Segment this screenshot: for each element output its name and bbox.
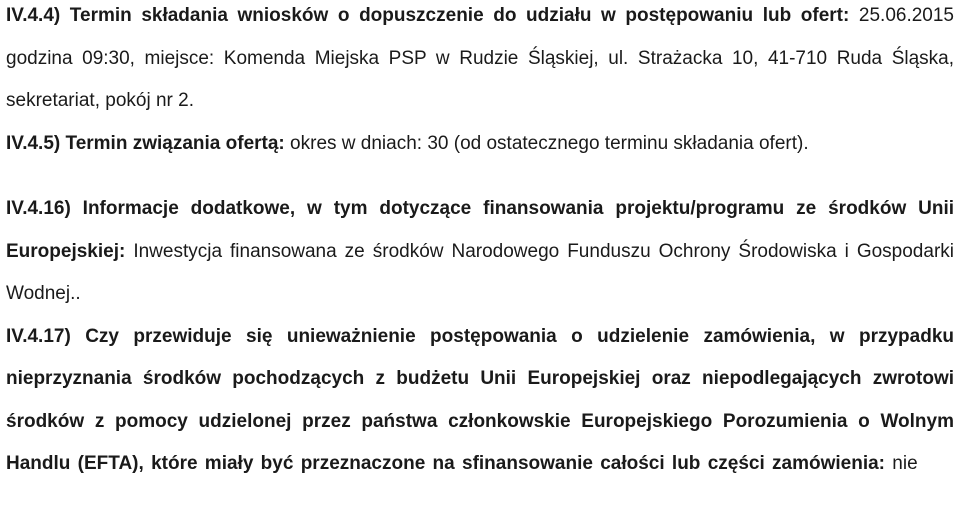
section-heading: IV.4.17) Czy przewiduje się unieważnienie postępowania o udzielenie zamówienia, w przypadku nieprzyznania środków pochodzących z budżetu Unii Europejskiej oraz niepodlegających zwrotowi środków z pomocy udzielonej przez państwa członkowskie Europejskiego Porozumienia o Wolnym Handlu (EFTA), które miały być przeznaczone na sfinansowanie całości lub części zamówienia: (6, 325, 954, 474)
section-body: nie (885, 453, 918, 474)
section-iv-4-16 (6, 188, 954, 316)
document-page (6, 0, 954, 486)
section-iv-4-5 (6, 123, 954, 166)
section-iv-4-17 (6, 316, 954, 486)
section-heading: IV.4.4) Termin składania wniosków o dopuszczenie do udziału w postępowaniu lub ofert: (6, 5, 850, 26)
section-heading: IV.4.16) Informacje dodatkowe, w tym dotyczące finansowania projektu/programu ze środków Unii Europejskiej: (6, 198, 954, 262)
section-iv-4-4 (6, 0, 954, 123)
section-body: okres w dniach: 30 (od ostatecznego terminu składania ofert). (284, 132, 809, 154)
section-body: 25.06.2015 godzina 09:30, miejsce: Komenda Miejska PSP w Rudzie Śląskiej, ul. Strażacka 10, 41-710 Ruda Śląska, sekretariat, pokój nr 2. (6, 5, 955, 111)
section-body: Inwestycja finansowana ze środków Narodowego Funduszu Ochrony Środowiska i Gospodarki Wodnej.. (6, 240, 954, 304)
section-heading: IV.4.5) Termin związania ofertą: (6, 132, 285, 154)
